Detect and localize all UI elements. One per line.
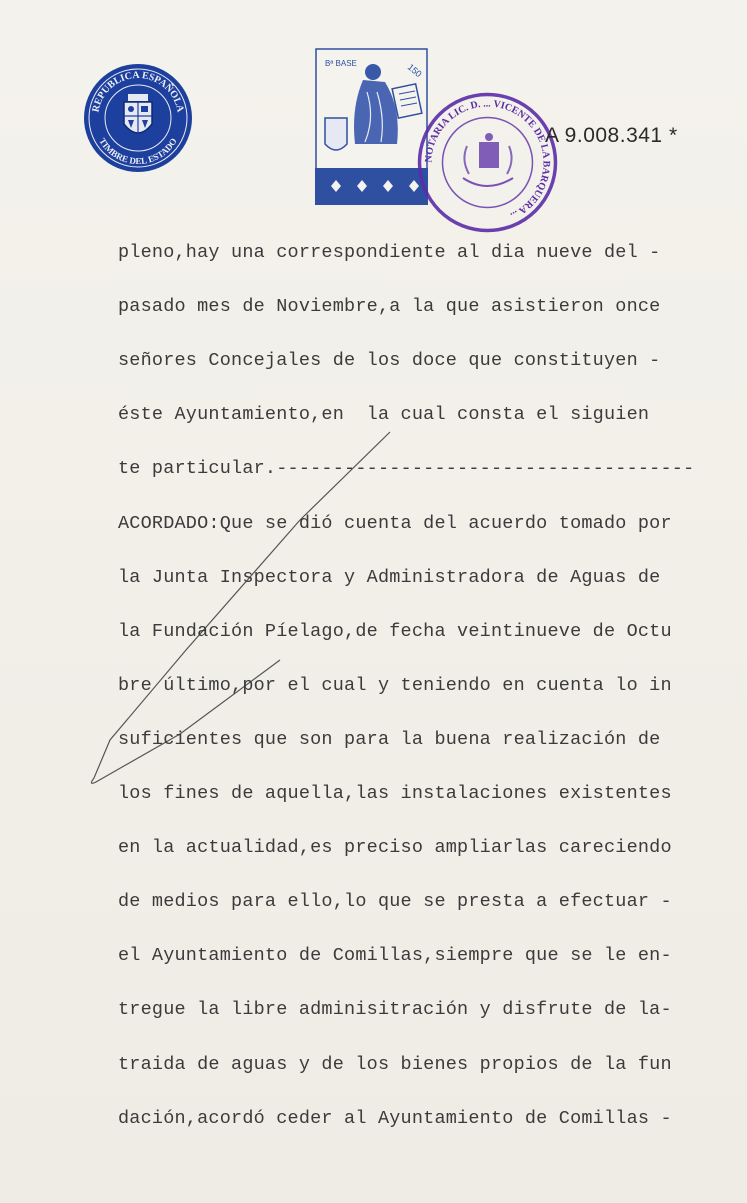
text-line: pasado mes de Noviembre,a la que asistieron once bbox=[118, 296, 661, 318]
text-line: ACORDADO:Que se dió cuenta del acuerdo tomado por bbox=[118, 512, 672, 534]
text-line: de medios para ello,lo que se presta a efectuar - bbox=[118, 891, 672, 913]
state-seal-icon bbox=[82, 62, 194, 174]
text-line: te particular.------------------------------------- bbox=[118, 458, 695, 480]
text-line: suficientes que son para la buena realización de bbox=[118, 728, 661, 750]
text-line: la Junta Inspectora y Administradora de Aguas de bbox=[118, 566, 661, 588]
fiscal-stamp-icon bbox=[315, 48, 428, 205]
seal-text-top: REPUBLICA ESPAÑOLA bbox=[90, 69, 186, 114]
text-line: pleno,hay una correspondiente al dia nueve del - bbox=[118, 242, 661, 263]
seal-text-bottom: TIMBRE DEL ESTADO bbox=[97, 136, 179, 167]
text-line: bre último,por el cual y teniendo en cuenta lo in bbox=[118, 674, 672, 696]
text-line: la Fundación Píelago,de fecha veintinueve de Octu bbox=[118, 620, 672, 642]
text-line: en la actualidad,es preciso ampliarlas careciendo bbox=[118, 837, 672, 859]
fiscal-base-label: Bª BASE bbox=[325, 59, 357, 68]
fiscal-value: 150 bbox=[405, 61, 424, 80]
serial-number: A 9.008.341 * bbox=[545, 124, 678, 147]
text-line: tregue la libre adminisitración y disfrute de la- bbox=[118, 999, 672, 1021]
text-line: dación,acordó ceder al Ayuntamiento de Comillas - bbox=[118, 1107, 672, 1129]
text-line: éste Ayuntamiento,en la cual consta el siguien bbox=[118, 404, 650, 426]
text-line: traida de aguas y de los bienes propios de la fun bbox=[118, 1053, 672, 1075]
text-line: el Ayuntamiento de Comillas,siempre que se le en- bbox=[118, 945, 672, 967]
notary-stamp-icon bbox=[415, 90, 560, 235]
notary-stamp-text: NOTARIA LIC. D. ... VICENTE DE LA BARQUERA ... bbox=[423, 98, 552, 222]
text-line: señores Concejales de los doce que constituyen - bbox=[118, 350, 661, 372]
text-line: los fines de aquella,las instalaciones existentes bbox=[118, 783, 672, 804]
